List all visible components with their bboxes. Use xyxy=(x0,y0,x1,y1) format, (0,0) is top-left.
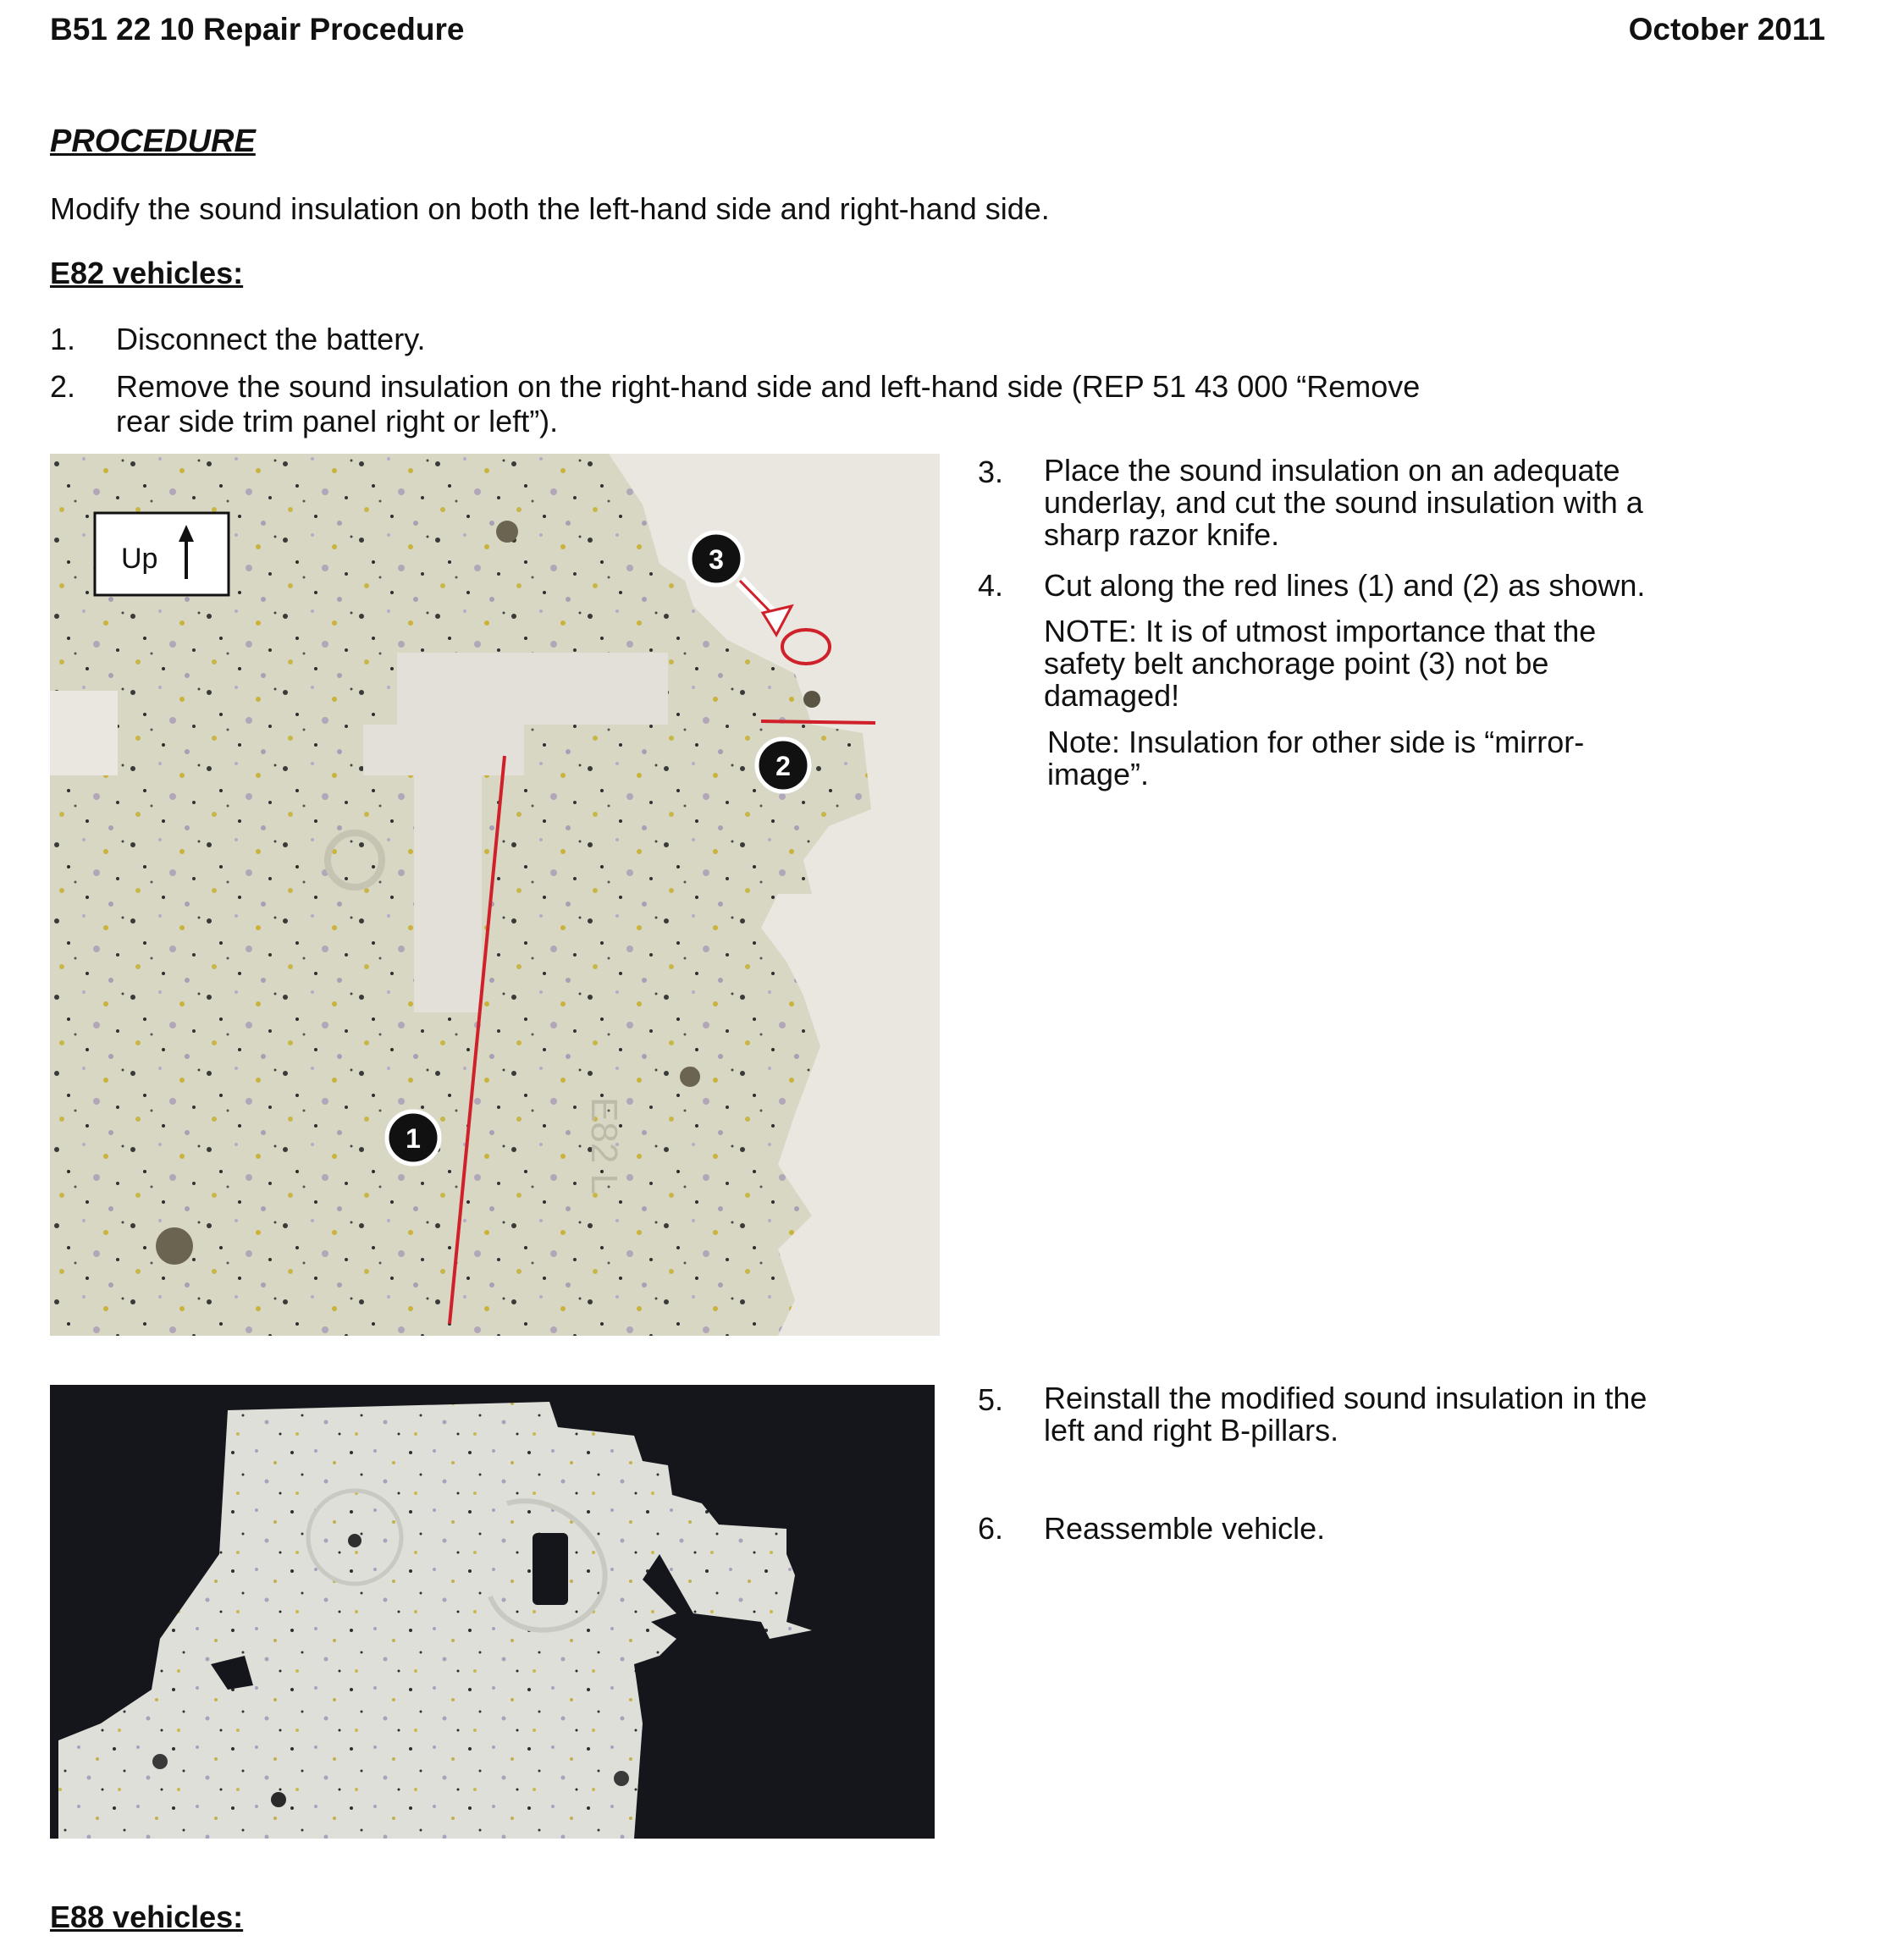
insulation-cut-photo xyxy=(50,454,940,1336)
up-label: Up xyxy=(121,543,158,575)
document-header-title: B51 22 10 Repair Procedure xyxy=(50,12,465,47)
step-number: 6. xyxy=(978,1511,1004,1546)
step-text: Reinstall the modified sound insulation in the left and right B-pillars. xyxy=(1044,1381,1647,1447)
marker-3 xyxy=(690,532,742,585)
step-4 xyxy=(978,568,1858,604)
step-number: 5. xyxy=(978,1382,1004,1417)
marker-1-label: 1 xyxy=(406,1123,421,1154)
step-6 xyxy=(978,1511,1858,1547)
intro-text: Modify the sound insulation on both the left-hand side and right-hand side. xyxy=(50,191,1050,226)
step-number: 1. xyxy=(50,322,76,356)
part-stamp: E82 L xyxy=(583,1097,625,1194)
step-number: 3. xyxy=(978,455,1004,489)
step-2 xyxy=(50,369,1870,442)
modified-insulation-photo xyxy=(50,1385,935,1839)
mirror-image-note: Note: Insulation for other side is “mirror- image”. xyxy=(1047,725,1585,791)
up-label-box xyxy=(95,513,229,595)
step-number: 4. xyxy=(978,568,1004,603)
marker-3-label: 3 xyxy=(709,544,724,575)
section-title: PROCEDURE xyxy=(50,124,256,159)
safety-note: NOTE: It is of utmost importance that the safety belt anchorage point (3) not be damaged! xyxy=(1044,614,1597,713)
document-header-date: October 2011 xyxy=(1628,12,1825,47)
step-text: Remove the sound insulation on the right-hand side and left-hand side (REP 51 43 000 “Remove rear side trim panel right or left”). xyxy=(116,369,1421,438)
step-3 xyxy=(978,455,1858,560)
step-text: Disconnect the battery. xyxy=(116,322,426,356)
step-5 xyxy=(978,1382,1858,1455)
marker-2-label: 2 xyxy=(775,751,791,781)
marker-2 xyxy=(757,739,809,791)
step-text: Cut along the red lines (1) and (2) as shown. xyxy=(1044,568,1646,603)
step-text: Reassemble vehicle. xyxy=(1044,1511,1326,1546)
step-text: Place the sound insulation on an adequate underlay, and cut the sound insulation with a sharp razor knife. xyxy=(1044,453,1643,552)
step-number: 2. xyxy=(50,369,76,404)
step-1 xyxy=(50,322,1828,357)
e82-heading: E82 vehicles: xyxy=(50,256,244,290)
marker-1 xyxy=(387,1111,439,1164)
e88-heading: E88 vehicles: xyxy=(50,1900,244,1934)
